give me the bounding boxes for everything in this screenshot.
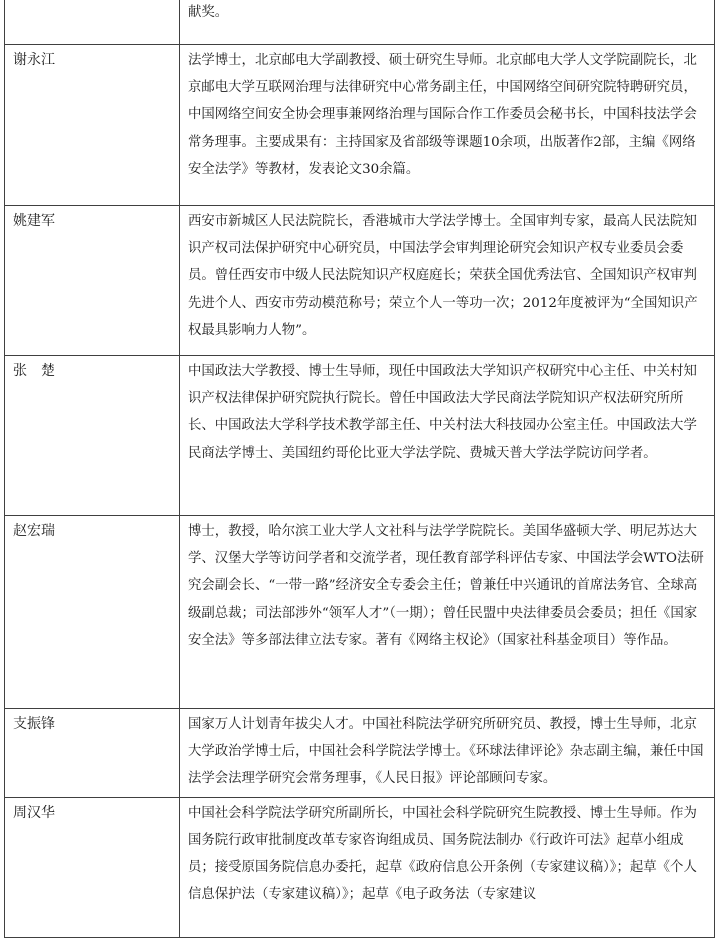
table-row bbox=[5, 45, 715, 206]
expert-bio: 西安市新城区人民法院院长，香港城市大学法学博士。全国审判专家，最高人民法院知识产权司法保护研究中心研究员，中国法学会审判理论研究会知识产权专业委员会委员。曾任西安市中级人民法院知识产权庭庭长；荣获全国优秀法官、全国知识产权审判先进个人、西安市劳动模范称号；荣立个人一等功一次；2012年度被评为“全国知识产权最具影响力人物”。 bbox=[180, 206, 715, 356]
expert-bio: 献奖。 bbox=[180, 0, 715, 45]
table-row bbox=[5, 356, 715, 516]
expert-name: 谢永江 bbox=[5, 45, 180, 206]
expert-name: 姚建军 bbox=[5, 206, 180, 356]
expert-bio: 国家万人计划青年拔尖人才。中国社科院法学研究所研究员、教授，博士生导师，北京大学政治学博士后，中国社会科学院法学博士。《环球法律评论》杂志副主编，兼任中国法学会法理学研究会常务理事，《人民日报》评论部顾问专家。 bbox=[180, 709, 715, 798]
table-row bbox=[5, 516, 715, 709]
expert-bio: 中国政法大学教授、博士生导师，现任中国政法大学知识产权研究中心主任、中关村知识产权法律保护研究院执行院长。曾任中国政法大学民商法学院知识产权法研究所所长、中国政法大学科学技术教学部主任、中关村法大科技园办公室主任。中国政法大学民商法学博士、美国纽约哥伦比亚大学法学院、费城天普大学法学院访问学者。 bbox=[180, 356, 715, 516]
expert-bio: 中国社会科学院法学研究所副所长，中国社会科学院研究生院教授、博士生导师。作为国务院行政审批制度改革专家咨询组成员、国务院法制办《行政许可法》起草小组成员；接受原国务院信息办委托，起草《政府信息公开条例（专家建议稿）》；起草《个人信息保护法（专家建议稿）》；起草《电子政务法（专家建议 bbox=[180, 797, 715, 937]
table-row bbox=[5, 206, 715, 356]
expert-name bbox=[5, 0, 180, 45]
expert-name: 周汉华 bbox=[5, 797, 180, 937]
table-row bbox=[5, 797, 715, 937]
expert-name: 赵宏瑞 bbox=[5, 516, 180, 709]
expert-table bbox=[4, 0, 715, 938]
table-row bbox=[5, 709, 715, 798]
expert-bio: 法学博士，北京邮电大学副教授、硕士研究生导师。北京邮电大学人文学院副院长，北京邮电大学互联网治理与法律研究中心常务副主任，中国网络空间研究院特聘研究员，中国网络空间安全协会理事兼网络治理与国际合作工作委员会秘书长，中国科技法学会常务理事。主要成果有：主持国家及省部级等课题10余项，出版著作2部，主编《网络安全法学》等教材，发表论文30余篇。 bbox=[180, 45, 715, 206]
table-row bbox=[5, 0, 715, 45]
expert-name: 张 楚 bbox=[5, 356, 180, 516]
expert-name: 支振锋 bbox=[5, 709, 180, 798]
expert-bio: 博士，教授，哈尔滨工业大学人文社科与法学学院院长。美国华盛顿大学、明尼苏达大学、汉堡大学等访问学者和交流学者，现任教育部学科评估专家、中国法学会WTO法研究会副会长、“一带一路”经济安全专委会主任；曾兼任中兴通讯的首席法务官、全球高级副总裁；司法部涉外“领军人才”（一期）；曾任民盟中央法律委员会委员；担任《国家安全法》等多部法律立法专家。著有《网络主权论》（国家社科基金项目）等作品。 bbox=[180, 516, 715, 709]
